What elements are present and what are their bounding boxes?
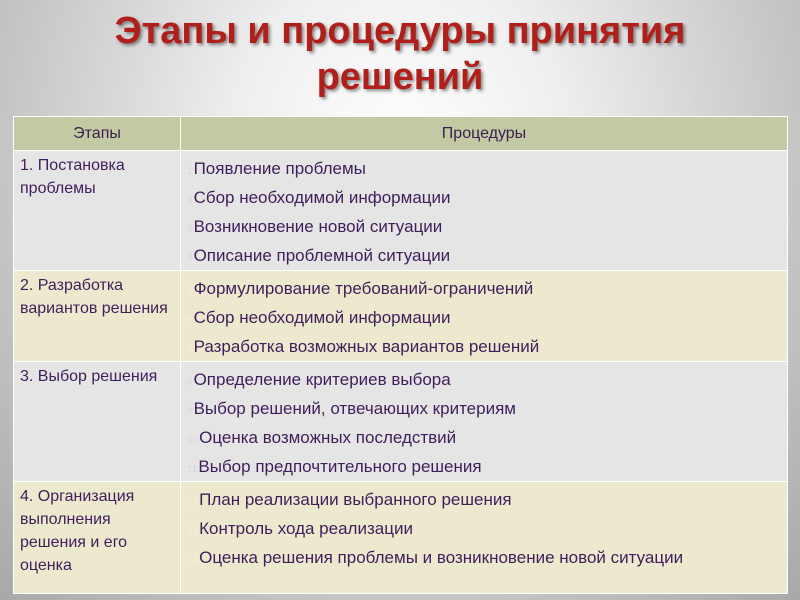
procedure-number: 13 <box>187 526 199 537</box>
procedure-item <box>187 423 781 452</box>
stages-procedures-table <box>13 116 788 594</box>
procedures-cell <box>181 271 788 362</box>
procedure-text: Разработка возможных вариантов решений <box>193 337 540 356</box>
slide-title-line-2: решений <box>316 56 484 98</box>
procedure-number: 5 <box>187 286 193 297</box>
procedures-cell <box>181 482 788 594</box>
table-row <box>14 271 788 362</box>
procedure-text: Появление проблемы <box>193 159 366 178</box>
procedure-text: План реализации выбранного решения <box>199 490 512 509</box>
procedure-number: 2 <box>187 195 193 206</box>
procedure-number: 7 <box>187 344 193 355</box>
procedure-item <box>187 332 781 361</box>
procedure-item <box>187 394 781 423</box>
procedure-number: 9 <box>187 406 193 417</box>
procedure-text: Выбор предпочтительного решения <box>198 457 482 476</box>
stage-cell: 2. Разработка вариантов решения <box>14 271 181 362</box>
procedure-text: Контроль хода реализации <box>199 519 413 538</box>
procedure-list <box>187 365 781 481</box>
procedure-number: 14 <box>187 555 199 566</box>
stage-cell: 1. Постановка проблемы <box>14 151 181 271</box>
procedure-text: Описание проблемной ситуации <box>193 246 451 265</box>
table-row <box>14 482 788 594</box>
procedure-number: 4 <box>187 253 193 264</box>
procedure-number: 8 <box>187 377 193 388</box>
procedure-number: 10 <box>187 435 199 446</box>
procedure-text: Оценка возможных последствий <box>199 428 457 447</box>
procedure-number: 12 <box>187 497 199 508</box>
header-stages: Этапы <box>14 117 181 151</box>
procedure-number: 3 <box>187 224 193 235</box>
procedure-number: 11 <box>187 464 198 475</box>
table-row <box>14 151 788 271</box>
procedure-item <box>187 485 781 514</box>
procedure-text: Возникновение новой ситуации <box>193 217 443 236</box>
procedure-list <box>187 274 781 361</box>
procedure-list <box>187 154 781 270</box>
procedure-item <box>187 365 781 394</box>
procedures-cell <box>181 362 788 482</box>
procedure-item <box>187 452 781 481</box>
slide-title <box>0 8 800 100</box>
procedure-text: Выбор решений, отвечающих критериям <box>193 399 516 418</box>
procedure-item <box>187 241 781 270</box>
stage-cell: 4. Организация выполнения решения и его оценка <box>14 482 181 594</box>
procedure-text: Сбор необходимой информации <box>193 308 451 327</box>
procedure-number: 1 <box>187 166 193 177</box>
procedure-text: Оценка решения проблемы и возникновение новой ситуации <box>199 548 684 567</box>
procedure-list <box>187 485 781 572</box>
procedures-cell <box>181 151 788 271</box>
procedure-number: 6 <box>187 315 193 326</box>
procedure-item <box>187 274 781 303</box>
procedure-text: Определение критериев выбора <box>193 370 451 389</box>
procedure-item <box>187 303 781 332</box>
stage-cell: 3. Выбор решения <box>14 362 181 482</box>
procedure-item <box>187 154 781 183</box>
slide-title-line-1: Этапы и процедуры принятия <box>114 10 686 52</box>
procedure-text: Формулирование требований-ограничений <box>193 279 534 298</box>
procedure-text: Сбор необходимой информации <box>193 188 451 207</box>
header-procedures: Процедуры <box>181 117 788 151</box>
table-header-row <box>14 117 788 151</box>
table-row <box>14 362 788 482</box>
procedure-item <box>187 514 781 543</box>
procedure-item <box>187 183 781 212</box>
procedure-item <box>187 212 781 241</box>
procedure-item <box>187 543 781 572</box>
